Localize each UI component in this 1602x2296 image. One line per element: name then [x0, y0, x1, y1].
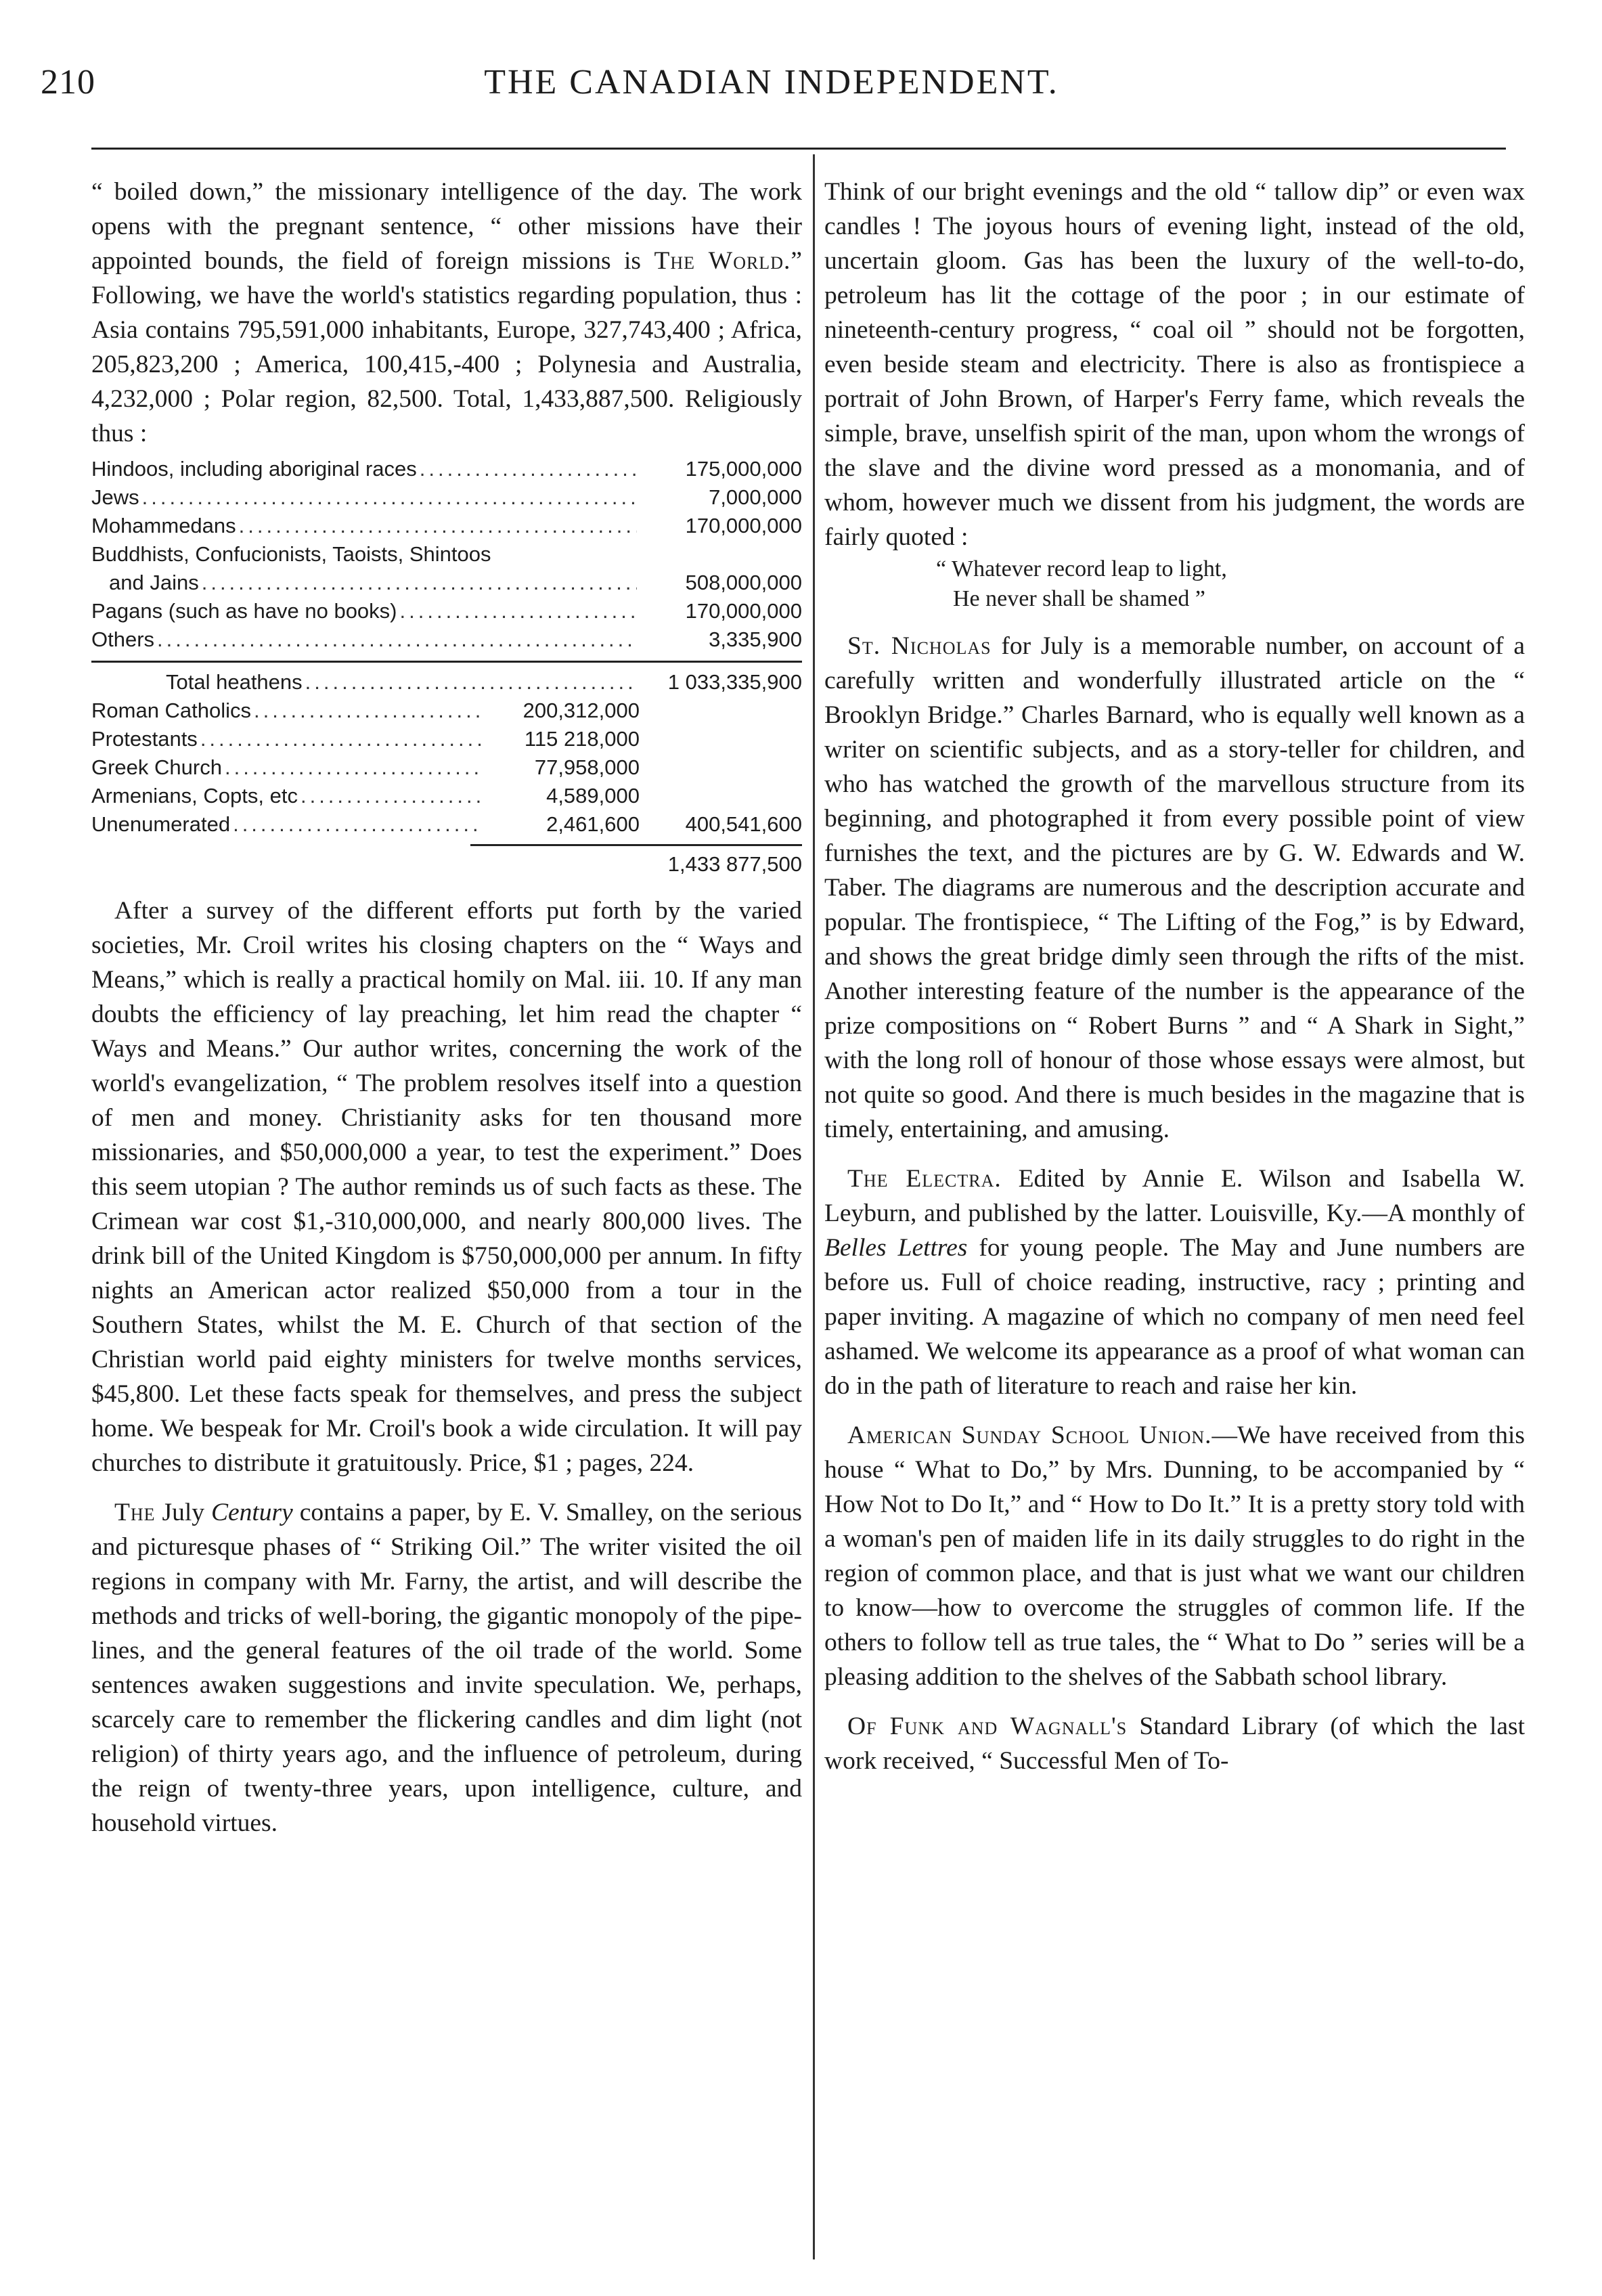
paragraph	[824, 1162, 1525, 1403]
text-run: for young people. The May and June numbers are before us. Full of choice reading, instructive, racy ; printing and paper inviting. A magazine of which no company of men need feel ashamed. We welcome its appearance as a proof of what woman can do in the path of literature to reach and raise her kin.	[824, 1234, 1525, 1400]
table-row	[91, 512, 802, 540]
small-caps-run: American Sunday School Union.	[847, 1421, 1212, 1449]
paragraph	[91, 175, 802, 451]
paragraph	[91, 1495, 802, 1840]
row-value: 1 033,335,900	[667, 670, 802, 694]
paragraph: After a survey of the different efforts put forth by the varied societies, Mr. Croil writes his closing chapters on the “ Ways and Means,” which is really a practical homily on Mal. iii. 10. If any man doubts the efficiency of lay preaching, let him read the chapter “ Ways and Means.” Our author writes, concerning the work of the world's evangelization, “ The problem resolves itself into a question of men and money. Christianity asks for ten thousand more missionaries, and $50,000,000 a year, to test the experiment.” Does this seem utopian ? The author reminds us of such facts as these. The Crimean war cost $1,-310,000,000, and nearly 800,000 lives. The drink bill of the United Kingdom is $750,000,000 per annum. In fifty nights an American actor realized $50,000 from a tour in the Southern States, whilst the M. E. Church of that section of the Christian world paid eighty ministers for twelve months services, $45,800. Let these facts speak for themselves, and press the subject home. We bespeak for Mr. Croil's book a wide circulation. It will pay churches to distribute it gratuitously. Price, $1 ; pages, 224.	[91, 897, 802, 1477]
row-label: Hindoos, including aboriginal races	[91, 457, 417, 481]
row-label: Pagans (such as have no books)	[91, 599, 397, 623]
row-label: Buddhists, Confucionists, Taoists, Shintoos	[91, 542, 491, 566]
leader-dots	[301, 782, 481, 810]
small-caps-run: St. Nicholas	[847, 632, 992, 660]
row-value: 2,461,600	[546, 812, 640, 836]
text-run: Edited by Annie E. Wilson and Isabella W. Leyburn, and published by the latter. Louisville, Ky.—A monthly of	[824, 1165, 1525, 1227]
table-row	[91, 697, 802, 725]
row-value: 115 218,000	[524, 727, 640, 751]
table-row	[91, 753, 802, 782]
paragraph	[824, 1418, 1525, 1694]
text-run: ” Following, we have the world's statistics regarding population, thus : Asia contains 795,591,000 inhabitants, Europe, 327,743,400 ; Africa, 205,823,200 ; America, 100,415,-400 ; Polynesia and Australia, 4,232,000 ; Polar region, 82,500. Total, 1,433,887,500. Religiously thus :	[91, 247, 802, 447]
left-column	[91, 175, 802, 1840]
row-label: Mohammedans	[91, 514, 236, 537]
total-rule	[91, 661, 802, 663]
total-heathens-row	[91, 668, 802, 697]
religion-statistics-table	[91, 455, 802, 879]
quote-line: He never shall be shamed ”	[953, 586, 1205, 611]
italic-run: Belles Lettres	[824, 1234, 968, 1262]
leader-dots	[142, 483, 637, 512]
row-label: Greek Church	[91, 755, 222, 779]
page-number: 210	[41, 63, 95, 102]
table-row	[91, 483, 802, 512]
row-label: Protestants	[91, 727, 198, 751]
table-row	[91, 597, 802, 625]
text-run: contains a paper, by E. V. Smalley, on the serious and picturesque phases of “ Striking Oil.” The writer visited the oil regions in company with Mr. Farny, the artist, and will describe the methods and tricks of well-boring, the gigantic monopoly of the pipe-lines, and the general features of the oil trade of the world. Some sentences awaken suggestions and invite speculation. We, perhaps, scarcely care to remember the flickering candles and dim light (not religion) of thirty years ago, and the influence of petroleum, during the reign of twenty-three years, upon intelligence, culture, and household virtues.	[91, 1499, 803, 1837]
table-row	[91, 455, 802, 483]
row-label: Total heathens	[166, 670, 303, 694]
leader-dots	[200, 725, 481, 753]
column-divider	[813, 154, 815, 2259]
text-run: July	[155, 1499, 211, 1526]
right-column	[824, 175, 1525, 1778]
italic-run: Century	[210, 1499, 293, 1526]
small-caps-run: The	[114, 1499, 156, 1526]
paragraph	[824, 1709, 1525, 1778]
small-caps-run: The World.	[654, 247, 791, 275]
row-value: 7,000,000	[709, 485, 802, 509]
leader-dots	[400, 597, 638, 625]
row-value: 4,589,000	[546, 784, 640, 808]
row-value: 200,312,000	[522, 699, 640, 722]
leader-dots	[202, 569, 637, 597]
row-sum: 400,541,600	[685, 812, 802, 836]
quote-line: “ Whatever record leap to light,	[936, 556, 1227, 581]
row-value: 175,000,000	[685, 457, 802, 481]
table-row	[91, 625, 802, 654]
leader-dots	[239, 512, 637, 540]
grand-total: 1,433 877,500	[667, 852, 802, 876]
row-value: 170,000,000	[685, 599, 802, 623]
leader-dots	[420, 455, 637, 483]
row-label: Roman Catholics	[91, 699, 252, 722]
leader-dots	[254, 697, 481, 725]
text-run: —We have received from this house “ What to Do,” by Mrs. Dunning, to be accompanied by “ How Not to Do It,” and “ How to Do It.” It is a pretty story told with a woman's pen of maiden life in its daily struggles to do right in the region of common place, and that is just what we want our children to know—how to overcome the struggles of common life. If the others to follow tell as true tales, the “ What to Do ” series will be a pleasing addition to the shelves of the Sabbath school library.	[824, 1421, 1525, 1691]
row-label: and Jains	[109, 571, 199, 594]
text-run: Standard Library (of which the last work received, “ Successful Men of To-	[824, 1713, 1525, 1775]
leader-dots	[305, 668, 637, 697]
row-value: 3,335,900	[709, 627, 802, 651]
table-row	[91, 725, 802, 753]
table-row	[91, 782, 802, 810]
header-rule	[91, 148, 1506, 150]
row-label: Others	[91, 627, 155, 651]
running-head: THE CANADIAN INDEPENDENT.	[484, 63, 1059, 102]
leader-dots	[233, 810, 481, 839]
row-label: Armenians, Copts, etc	[91, 784, 298, 808]
page-header	[41, 62, 1503, 123]
paragraph: Think of our bright evenings and the old “ tallow dip” or even wax candles ! The joyous hours of evening light, instead of the old, uncertain gloom. Gas has been the luxury of the well-to-do, petroleum has lit the cottage of the poor ; in our estimate of nineteenth-century progress, “ coal oil ” should not be forgotten, even beside steam and electricity. There is also as frontispiece a portrait of John Brown, of Harper's Ferry fame, which reveals the simple, brave, unselfish spirit of the man, upon whom the wrongs of the slave and the divine word pressed as a monomania, and of whom, however much we dissent from his judgment, the words are fairly quoted :	[824, 178, 1525, 551]
grand-total-rule	[470, 844, 802, 846]
row-label: Jews	[91, 485, 139, 509]
row-value: 77,958,000	[534, 755, 640, 779]
row-value: 170,000,000	[685, 514, 802, 537]
table-row	[91, 569, 802, 597]
leader-dots	[157, 625, 637, 654]
leader-dots	[225, 753, 481, 782]
small-caps-run: Of Funk and Wagnall's	[847, 1713, 1128, 1740]
table-row	[91, 810, 802, 839]
text-run: for July is a memorable number, on account of a carefully written and wonderfully illustrated article on the “ Brooklyn Bridge.” Charles Barnard, who is equally well known as a writer on scientific subjects, and as a story-teller for children, and who has watched the growth of the marvellous structure from its beginning, and photographed it from every possible point of view furnishes the text, and the pictures are by G. W. Edwards and W. Taber. The diagrams are numerous and the description accurate and popular. The frontispiece, “ The Lifting of the Fog,” is by Edward, and shows the great bridge dimly seen through the rifts of the mist. Another interesting feature of the number is the appearance of the prize compositions on “ Robert Burns ” and “ A Shark in Sight,” with the long roll of honour of those whose essays were almost, but not quite so good. And there is much besides in the magazine that is timely, entertaining, and amusing.	[824, 632, 1525, 1143]
row-value: 508,000,000	[685, 571, 802, 594]
table-row	[91, 540, 802, 569]
row-label: Unenumerated	[91, 812, 231, 836]
paragraph	[824, 629, 1525, 1147]
text-run: “ boiled down,” the missionary intelligence of the day. The work opens with the pregnant sentence, “ other missions have their appointed bounds, the field of foreign missions is	[91, 178, 802, 275]
small-caps-run: The Electra.	[847, 1165, 1002, 1193]
